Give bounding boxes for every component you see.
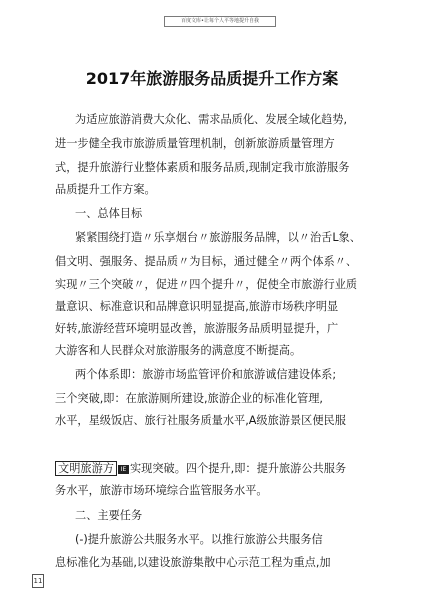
paragraph-line: 息标准化为基础,以建设旅游集散中心示范工程为重点,加 (55, 556, 331, 569)
paragraph-line: 量意识、标准意识和品牌意识明显提高,旅游市场秩序明显 (55, 300, 339, 313)
paragraph-line: 紧紧围绕打造〃乐享烟台〃旅游服务品牌，以〃治舌L象、 (75, 231, 361, 244)
paragraph-line: (-)提升旅游公共服务水平。以推行旅游公共服务信 (75, 533, 323, 546)
section-heading: 一、总体目标 (75, 207, 143, 220)
paragraph-line: 好转,旅游经营环境明显改善，旅游服务品质明显提升，广 (55, 322, 339, 335)
paragraph-line: 三个突破,即：在旅游厕所建设,旅游企业的标准化管理, (55, 392, 323, 405)
paragraph-line: 务水平，旅游市场环境综合监管服务水平。 (55, 484, 268, 497)
paragraph-line: 大游客和人民群众对旅游服务的满意度不断提高。 (55, 344, 302, 357)
section-heading: 二、主要任务 (75, 509, 143, 522)
paragraph-line: 实现〃三个突破〃，促进〃四个提升〃，促使全市旅游行业质 (55, 278, 358, 291)
boxed-fragment: 文明旅游方 (55, 461, 117, 476)
paragraph-line: 为适应旅游消费大众化、需求品质化、发展全域化趋势, (75, 113, 348, 126)
document-title: 2017年旅游服务品质提升工作方案 (85, 69, 339, 88)
paragraph-line: 品质提升工作方案。 (55, 183, 156, 196)
paragraph-line: 式，提升旅游行业整体素质和服务品质,现制定我市旅游服务 (55, 161, 350, 174)
paragraph-line: 倡文明、强服务、提品质〃为目标，通过健全〃两个体系〃、 (55, 255, 358, 268)
page-number: 11 (32, 574, 44, 588)
paragraph-line-text: 实现突破。四个提升,即：提升旅游公共服务 (129, 462, 347, 475)
paragraph-line-with-box (55, 462, 346, 476)
paragraph-line: 水平，星级饭店、旅行社服务质量水平,A级旅游景区便民服 (55, 414, 346, 427)
paragraph-line: 进一步健全我市旅游质量管理机制，创新旅游质量管理方 (55, 137, 335, 150)
header-watermark: 百度文库•让每个人平等地提升自我 (164, 16, 276, 27)
inline-marker-icon: IE (118, 465, 129, 474)
paragraph-line: 两个体系即：旅游市场监管评价和旅游诚信建设体系; (75, 368, 337, 381)
